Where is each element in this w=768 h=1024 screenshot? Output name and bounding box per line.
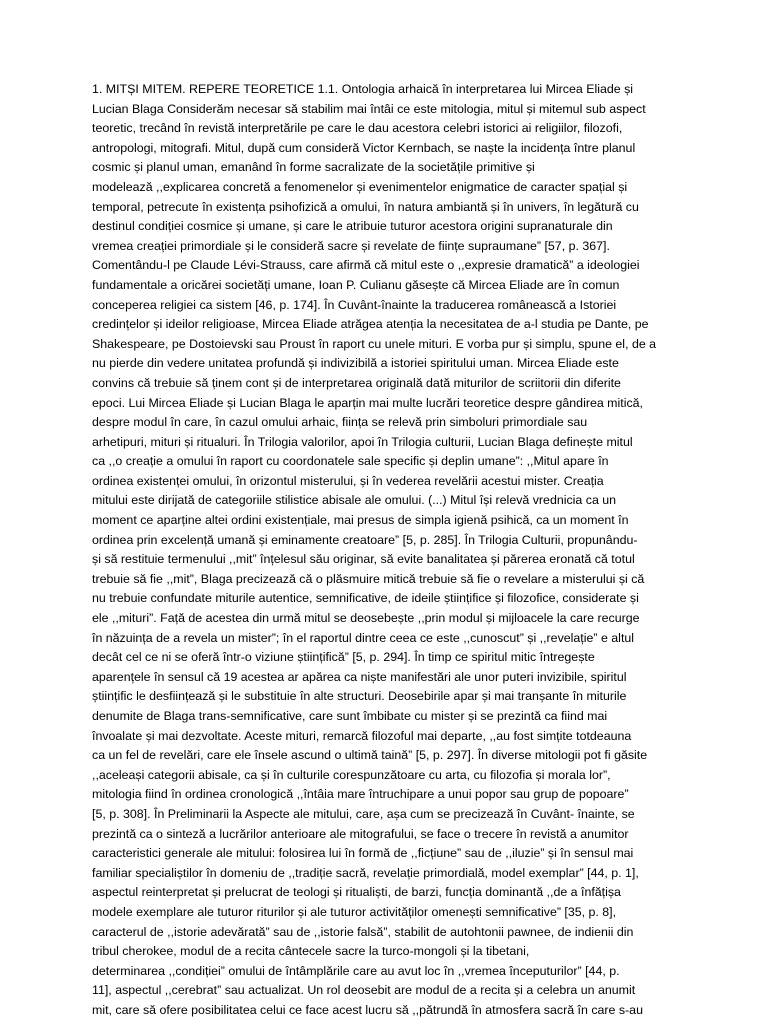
text-line: ordinea existenței omului, în orizontul misterului, și în vederea revelării acestui mister. Creația bbox=[92, 473, 604, 488]
text-line: ,,aceleași categorii abisale, ca și în culturile corespunzătoare cu arta, cu filozofia și morala lor”, bbox=[92, 767, 611, 782]
text-line: modele exemplare ale tuturor riturilor și ale tuturor activităților omenești semnificative” [35, p. 8], bbox=[92, 904, 617, 919]
text-line: trebuie să fie ,,mit”, Blaga precizează că o plăsmuire mitică trebuie să fie o revelare a misterului și că bbox=[92, 571, 645, 586]
text-line: științific le desființează și le substituie în alte structuri. Deosebirile apar și mai tranșante în miturile bbox=[92, 689, 627, 704]
text-line: ele ,,mituri”. Față de acestea din urmă mitul se deosebește ,,prin modul și mijloacele la care recurge bbox=[92, 611, 640, 626]
text-line: decât cel ce ni se oferă într-o viziune științifică” [5, p. 294]. În timp ce spiritul mitic întregește bbox=[92, 650, 595, 665]
text-line: epoci. Lui Mircea Eliade și Lucian Blaga le aparțin mai multe lucrări teoretice despre gândirea mitică, bbox=[92, 395, 643, 410]
text-line: fundamentale a oricărei societăți umane, Ioan P. Culianu găsește că Mircea Eliade are în comun bbox=[92, 277, 620, 292]
text-line: aspectul reinterpretat și prelucrat de teologi și ritualiști, de barzi, funcția dominantă ,,de a înfățișa bbox=[92, 885, 621, 900]
text-line: vremea creației primordiale și le consideră sacre și revelate de ființe supraumane” [57, p. 367]. bbox=[92, 238, 610, 253]
text-line: nu pierde din vedere unitatea profundă și indivizibilă a istoriei spiritului uman. Mircea Eliade este bbox=[92, 356, 619, 371]
text-line: nu trebuie confundate miturile autentice, semnificative, de ideile științifice și filozofice, considerate și bbox=[92, 591, 639, 606]
text-line: cosmic și planul uman, emanând în forme sacralizate de la societățile primitive și bbox=[92, 160, 535, 175]
text-line: teoretic, trecând în revistă interpretările pe care le dau acestora celebri istorici ai religiilor, filozofi, bbox=[92, 121, 623, 136]
text-line: arhetipuri, mituri și ritualuri. În Trilogia valorilor, apoi în Trilogia culturii, Lucian Blaga definește mitul bbox=[92, 434, 633, 449]
text-line: mit, care să ofere posibilitatea celui ce face acest lucru să ,,pătrundă în atmosfera sacră în care s-au bbox=[92, 1002, 643, 1017]
text-line: învoalate și mai dezvoltate. Aceste mituri, remarcă filozoful mai departe, ,,au fost simțite totdeauna bbox=[92, 728, 632, 743]
text-line: 11], aspectul ,,cerebrat” sau actualizat. Un rol deosebit are modul de a recita și a celebra un anumit bbox=[92, 983, 636, 998]
text-line: temporal, petrecute în existența psihofizică a omului, în natura ambiantă și în univers, în legătură cu bbox=[92, 199, 639, 214]
text-line: mitului este dirijată de categoriile stilistice abisale ale omului. (...) Mitul își relevă vrednicia ca un bbox=[92, 493, 617, 508]
text-line: credințelor și ideilor religioase, Mircea Eliade atrăgea atenția la necesitatea de a-l studia pe Dante, pe bbox=[92, 317, 649, 332]
text-line: în năzuința de a revela un mister”; în el raportul dintre ceea ce este ,,cunoscut” și ,,revelație” e altul bbox=[92, 630, 635, 645]
text-line: convins că trebuie să ținem cont și de interpretarea originală dată miturilor de scriitorii din diferite bbox=[92, 375, 621, 390]
text-line: antropologi, mitografi. Mitul, după cum consideră Victor Kernbach, se naște la incidența între planul bbox=[92, 140, 636, 155]
text-line: caracteristici generale ale mitului: folosirea lui în formă de ,,ficțiune” sau de ,,iluzie” și în sensul mai bbox=[92, 846, 634, 861]
text-line: prezintă ca o sinteză a lucrărilor anterioare ale mitografului, se face o trecere în revistă a anumitor bbox=[92, 826, 629, 841]
document-page bbox=[92, 80, 680, 1021]
text-line: 1. MITȘI MITEM. REPERE TEORETICE 1.1. Ontologia arhaică în interpretarea lui Mircea Eliade și bbox=[92, 82, 634, 96]
text-line: destinul condiției cosmice și umane, și care le atribuie tuturor acestora origini supranaturale din bbox=[92, 219, 613, 234]
text-line: modelează ,,explicarea concretă a fenomenelor și evenimentelor enigmatice de caracter spațial și bbox=[92, 179, 628, 194]
body-paragraph bbox=[92, 80, 680, 1021]
text-line: conceperea religiei ca sistem [46, p. 174]. În Cuvânt-înainte la traducerea românească a Istoriei bbox=[92, 297, 617, 312]
text-line: caracterul de ,,istorie adevărată” sau de ,,istorie falsă”, stabilit de autohtonii pawnee, de indienii din bbox=[92, 924, 634, 939]
text-line: ca ,,o creație a omului în raport cu coordonatele sale specific și deplin umane”: ,,Mitul apare în bbox=[92, 454, 609, 469]
text-line: aparențele în sensul că 19 acestea ar apărea ca niște manifestări ale unor puteri invizibile, spiritul bbox=[92, 669, 627, 684]
text-line: denumite de Blaga trans-semnificative, care sunt îmbibate cu mister și se prezintă ca fiind mai bbox=[92, 709, 608, 723]
text-line: Lucian Blaga Considerăm necesar să stabilim mai întâi ce este mitologia, mitul și mitemul sub aspect bbox=[92, 101, 646, 116]
text-line: mitologia fiind în ordinea cronologică ,,întâia mare întruchipare a unui popor sau grup de popoare” bbox=[92, 787, 629, 802]
text-line: familiar specialiștilor în domeniu de ,,tradiție sacră, revelație primordială, model exemplar” [44, p. 1], bbox=[92, 865, 639, 880]
text-line: ca un fel de revelări, care ele însele ascund o ultimă taină” [5, p. 297]. În diverse mitologii pot fi găsite bbox=[92, 748, 648, 763]
text-line: determinarea ,,condiției” omului de întâmplările care au avut loc în ,,vremea începuturilor” [44, p. bbox=[92, 963, 620, 978]
text-line: ordinea prin excelență umană și eminamente creatoare” [5, p. 285]. În Trilogia Culturii, propunându- bbox=[92, 532, 638, 547]
text-line: Shakespeare, pe Dostoievski sau Proust în raport cu unele mituri. E vorba pur și simplu, spune el, de a bbox=[92, 336, 657, 351]
text-line: [5, p. 308]. În Preliminarii la Aspecte ale mitului, care, așa cum se precizează în Cuvânt- înainte, se bbox=[92, 806, 635, 821]
text-line: tribul cherokee, modul de a recita cântecele sacre la turco-mongoli și la tibetani, bbox=[92, 944, 530, 959]
text-line: moment ce aparține altei ordini existențiale, mai presus de simpla igienă psihică, ca un moment în bbox=[92, 513, 629, 528]
text-line: despre modul în care, în cazul omului arhaic, ființa se relevă prin simboluri primordiale sau bbox=[92, 415, 588, 430]
text-line: și să restituie termenului ,,mit” înțelesul său originar, să evite banalitatea și părerea eronată că totul bbox=[92, 552, 635, 567]
text-line: Comentându-l pe Claude Lévi-Strauss, care afirmă că mitul este o ,,expresie dramatică” a ideologiei bbox=[92, 258, 640, 273]
